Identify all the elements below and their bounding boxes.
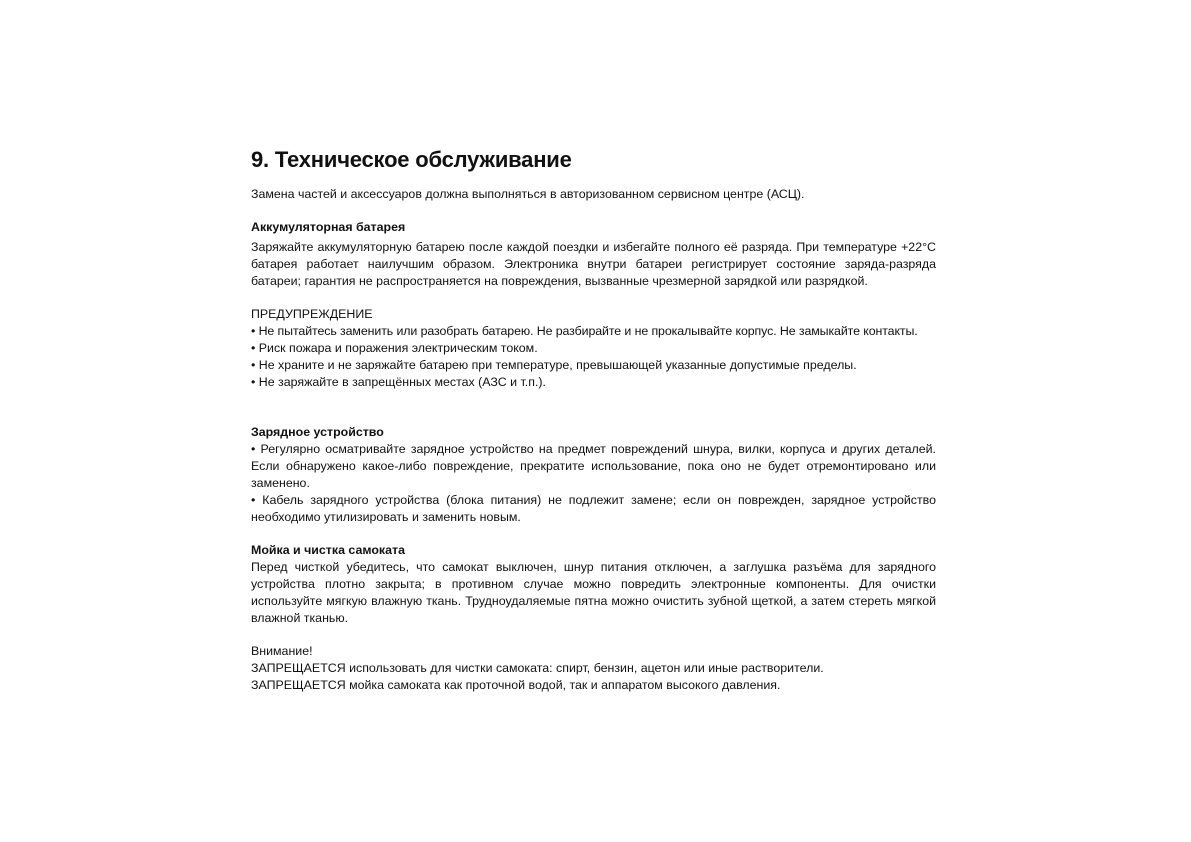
warning-item: • Не пытайтесь заменить или разобрать батарею. Не разбирайте и не прокалывайте корпус. Не замыкайте контакты.	[251, 324, 918, 338]
spacer	[251, 203, 936, 219]
warning-section	[251, 306, 936, 391]
attention-item: ЗАПРЕЩАЕТСЯ мойка самоката как проточной водой, так и аппаратом высокого давления.	[251, 678, 781, 692]
cleaning-heading: Мойка и чистка самоката	[251, 543, 405, 557]
manual-page	[251, 146, 936, 694]
attention-label: Внимание!	[251, 644, 313, 658]
warning-item: • Не храните и не заряжайте батарею при температуре, превышающей указанные допустимые пределы.	[251, 358, 857, 372]
charger-heading: Зарядное устройство	[251, 425, 384, 439]
charger-item: • Регулярно осматривайте зарядное устройство на предмет повреждений шнура, вилки, корпуса и других деталей. Если обнаружено какое-либо повреждение, прекратите использование, пока оно не будет отремонтировано или заменено.	[251, 442, 936, 490]
warning-label: ПРЕДУПРЕЖДЕНИЕ	[251, 307, 373, 321]
battery-paragraph: Заряжайте аккумуляторную батарею после каждой поездки и избегайте полного её разряда. При температуре +22°C батарея работает наилучшим образом. Электроника внутри батареи регистрирует состояние заряда-разряда батареи; гарантия не распространяется на повреждения, вызванные чрезмерной зарядкой или разрядкой.	[251, 240, 936, 288]
battery-heading: Аккумуляторная батарея	[251, 220, 406, 234]
spacer	[251, 526, 936, 542]
spacer	[251, 391, 936, 424]
warning-item: • Риск пожара и поражения электрическим током.	[251, 341, 538, 355]
attention-item: ЗАПРЕЩАЕТСЯ использовать для чистки самоката: спирт, бензин, ацетон или иные растворители.	[251, 661, 824, 675]
page-title: 9. Техническое обслуживание	[251, 147, 572, 172]
battery-section	[251, 219, 936, 290]
cleaning-paragraph: Перед чисткой убедитесь, что самокат выключен, шнур питания отключен, а заглушка разъёма для зарядного устройства плотно закрыта; в противном случае можно повредить электронные компоненты. Для очистки используйте мягкую влажную ткань. Трудноудаляемые пятна можно очистить зубной щеткой, а затем стереть мягкой влажной тканью.	[251, 560, 936, 625]
warning-item: • Не заряжайте в запрещённых местах (АЗС и т.п.).	[251, 375, 546, 389]
spacer	[251, 290, 936, 306]
attention-section	[251, 643, 936, 694]
cleaning-section	[251, 542, 936, 627]
charger-section	[251, 424, 936, 526]
charger-item: • Кабель зарядного устройства (блока питания) не подлежит замене; если он поврежден, зарядное устройство необходимо утилизировать и заменить новым.	[251, 493, 936, 524]
intro-paragraph: Замена частей и аксессуаров должна выполняться в авторизованном сервисном центре (АСЦ).	[251, 187, 805, 201]
spacer	[251, 627, 936, 643]
